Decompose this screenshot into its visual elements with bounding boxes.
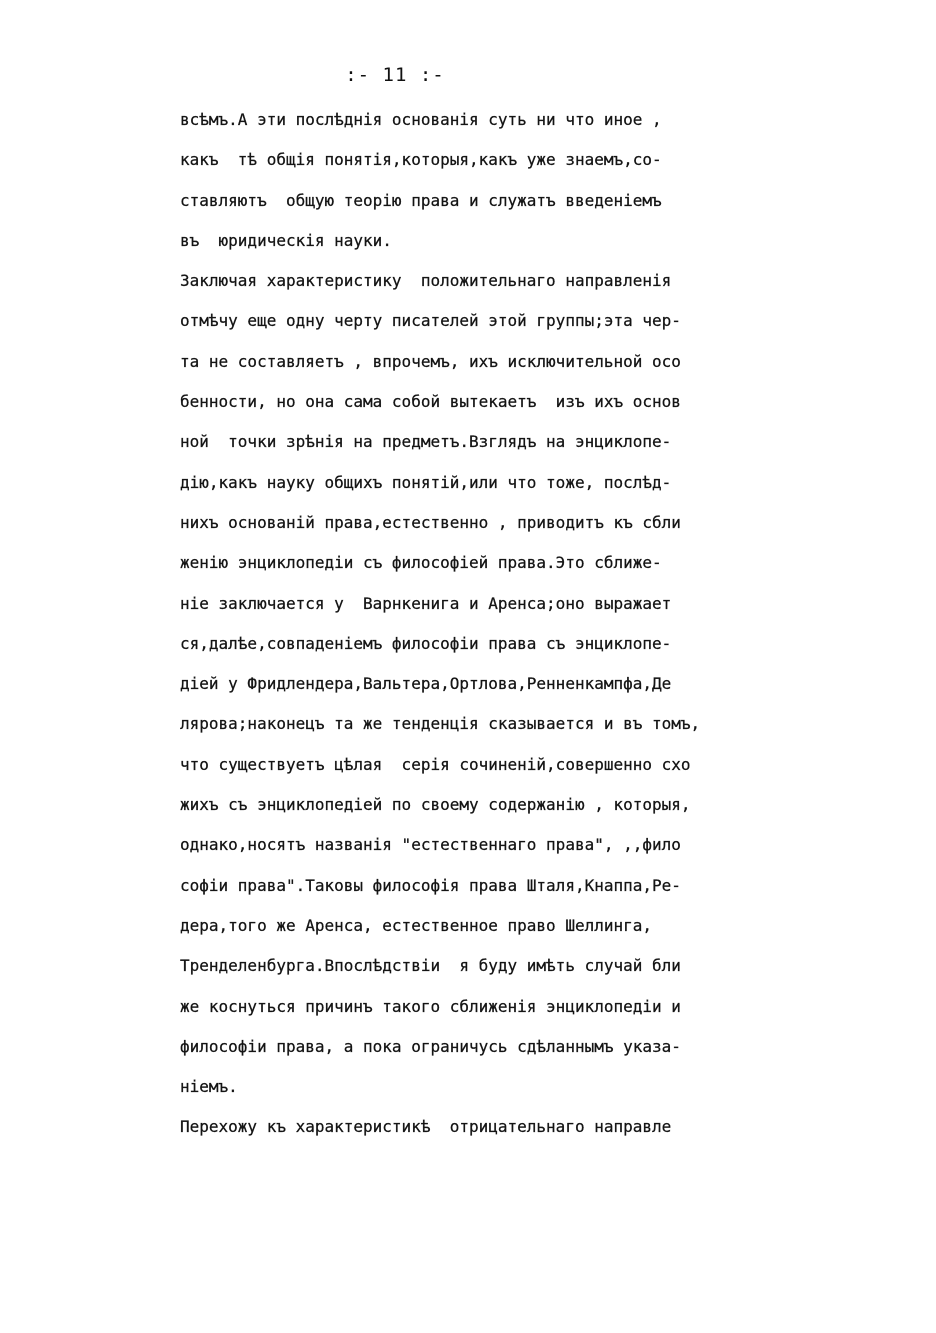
- text-line: философіи права, а пока ограничусь сдѣланнымъ указа-: [180, 1036, 681, 1056]
- text-line: отмѣчу еще одну черту писателей этой группы;эта чер-: [180, 311, 681, 331]
- text-line-last: Перехожу къ характеристикѣ отрицательнаго направле: [180, 1117, 672, 1137]
- text-line: ставляютъ общую теорію права и служатъ введеніемъ: [180, 190, 662, 210]
- text-line: та не составляетъ , впрочемъ, ихъ исключительной осо: [180, 351, 681, 371]
- text-line: какъ тѣ общія понятія,которыя,какъ уже знаемъ,со-: [180, 150, 662, 170]
- text-line: женію энциклопедіи съ философіей права.Это сближе-: [180, 553, 662, 573]
- text-line: ся,далѣе,совпаденіемъ философіи права съ энциклопе-: [180, 633, 672, 653]
- text-line: ной точки зрѣнія на предметъ.Взглядъ на энциклопе-: [180, 432, 672, 452]
- text-line: дію,какъ науку общихъ понятій,или что тоже, послѣд-: [180, 472, 672, 492]
- text-line: діей у Фридлендера,Вальтера,Ортлова,Ренненкампфа,Де: [180, 674, 672, 694]
- page-number: :- 11 :-: [345, 64, 445, 86]
- text-line: что существуетъ цѣлая серія сочиненій,совершенно схо: [180, 754, 691, 774]
- body-text: [180, 106, 780, 1154]
- text-line: всѣмъ.А эти послѣднія основанія суть ни что иное ,: [180, 110, 662, 129]
- text-line: нихъ основаній права,естественно , приводитъ къ сбли: [180, 512, 681, 532]
- text-line: лярова;наконецъ та же тенденція сказывается и въ томъ,: [180, 714, 701, 734]
- text-line: Заключая характеристику положительнаго направленія: [180, 271, 672, 291]
- text-line: дера,того же Аренса, естественное право Шеллинга,: [180, 915, 653, 935]
- text-line: ніемъ.: [180, 1077, 238, 1097]
- text-line: Тренделенбурга.Впослѣдствіи я буду имѣть случай бли: [180, 956, 681, 976]
- text-line: ніе заключается у Варнкенига и Аренса;оно выражает: [180, 593, 672, 613]
- text-line: однако,носятъ названія "естественнаго права", ,,фило: [180, 835, 681, 855]
- text-line: софіи права".Таковы философія права Шталя,Кнаппа,Ре-: [180, 875, 681, 895]
- text-line: въ юридическія науки.: [180, 230, 392, 250]
- text-line: бенности, но она сама собой вытекаетъ изъ ихъ основ: [180, 392, 681, 412]
- text-line: жихъ съ энциклопедіей по своему содержанію , которыя,: [180, 795, 691, 815]
- text-line: же коснуться причинъ такого сближенія энциклопедіи и: [180, 996, 681, 1016]
